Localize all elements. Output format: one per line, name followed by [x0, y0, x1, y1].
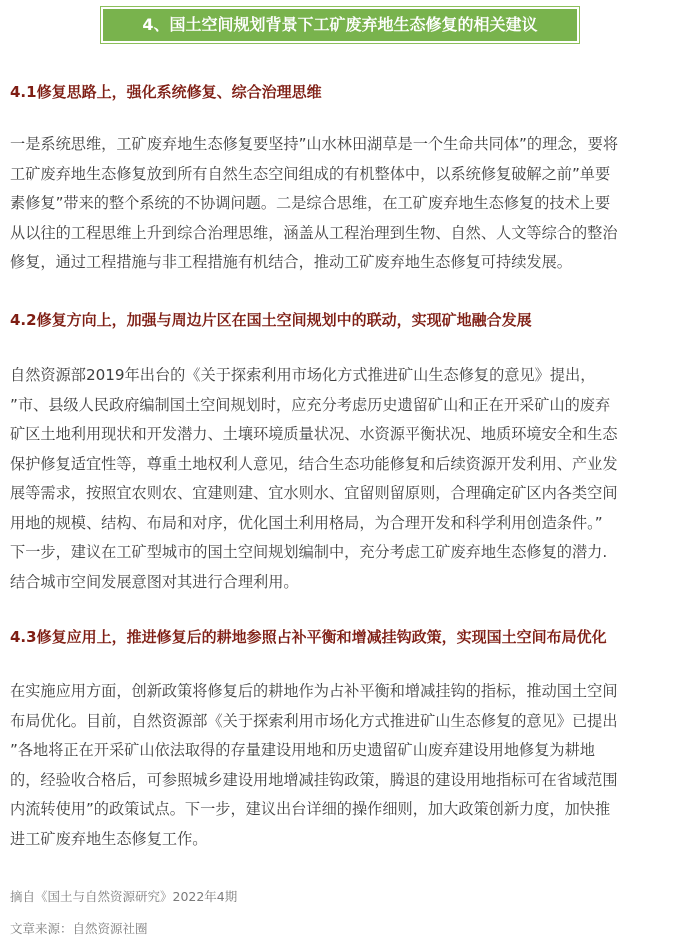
paragraph-line: 素修复”带来的整个系统的不协调问题。二是综合思维，在工矿废弃地生态修复的技术上要	[10, 194, 611, 212]
paragraph-line: 下一步，建议在工矿型城市的国土空间规划编制中，充分考虑工矿废弃地生态修复的潜力.	[10, 543, 608, 561]
paragraph-line: 在实施应用方面，创新政策将修复后的耕地作为占补平衡和增减挂钩的指标，推动国土空间	[10, 682, 618, 700]
source-citation: 摘自《国土与自然资源研究》2022年4期	[10, 889, 238, 904]
section-paragraph-4-3	[10, 677, 672, 854]
section-paragraph-4-2	[10, 361, 672, 597]
paragraph-line: ”市、县级人民政府编制国土空间规划时，应充分考虑历史遗留矿山和正在开采矿山的废弃	[10, 395, 611, 414]
section-banner	[100, 6, 580, 44]
paragraph-line: 结合城市空间发展意图对其进行合理利用。	[10, 572, 299, 591]
paragraph-line: 从以往的工程思维上升到综合治理思维，涵盖从工程治理到生物、自然、人文等综合的整治	[10, 223, 618, 242]
section-heading-4-3: 4.3修复应用上，推进修复后的耕地参照占补平衡和增减挂钩政策，实现国土空间布局优化	[10, 628, 607, 646]
section-heading-4-1: 4.1修复思路上，强化系统修复、综合治理思维	[10, 83, 322, 101]
paragraph-line: ”各地将正在开采矿山依法取得的存量建设用地和历史遗留矿山废弃建设用地修复为耕地	[10, 741, 595, 759]
paragraph-line: 进工矿废弃地生态修复工作。	[10, 829, 208, 848]
article-origin: 文章来源：自然资源社圈	[10, 921, 148, 936]
section-banner-title: 4、国土空间规划背景下工矿废弃地生态修复的相关建议	[103, 9, 577, 41]
paragraph-line: 矿区土地利用现状和开发潜力、土壤环境质量状况、水资源平衡状况、地质环境安全和生态	[10, 425, 618, 443]
paragraph-line: 展等需求，按照宜农则农、宜建则建、宜水则水、宜留则留原则，合理确定矿区内各类空间	[10, 484, 618, 502]
section-heading-4-2: 4.2修复方向上，加强与周边片区在国土空间规划中的联动，实现矿地融合发展	[10, 311, 532, 329]
paragraph-line: 的，经验收合格后，可参照城乡建设用地增减挂钩政策，腾退的建设用地指标可在省域范围	[10, 770, 618, 789]
paragraph-line: 内流转使用”的政策试点。下一步，建议出台详细的操作细则，加大政策创新力度，加快推	[10, 800, 611, 818]
paragraph-line: 布局优化。目前，自然资源部《关于探索利用市场化方式推进矿山生态修复的意见》已提出	[10, 711, 618, 730]
paragraph-line: 用地的规模、结构、布局和对序，优化国土利用格局，为合理开发和科学利用创造条件。”	[10, 513, 603, 532]
section-paragraph-4-1	[10, 130, 672, 278]
paragraph-line: 工矿废弃地生态修复放到所有自然生态空间组成的有机整体中，以系统修复破解之前”单要	[10, 164, 611, 183]
paragraph-line: 一是系统思维，工矿废弃地生态修复要坚持”山水林田湖草是一个生命共同体”的理念，要将	[10, 135, 619, 153]
paragraph-line: 保护修复适宜性等，尊重土地权利人意见，结合生态功能修复和后续资源开发利用、产业发	[10, 454, 618, 473]
paragraph-line: 自然资源部2019年出台的《关于探索利用市场化方式推进矿山生态修复的意见》提出，	[10, 366, 596, 384]
paragraph-line: 修复，通过工程措施与非工程措施有机结合，推动工矿废弃地生态修复可持续发展。	[10, 253, 572, 271]
